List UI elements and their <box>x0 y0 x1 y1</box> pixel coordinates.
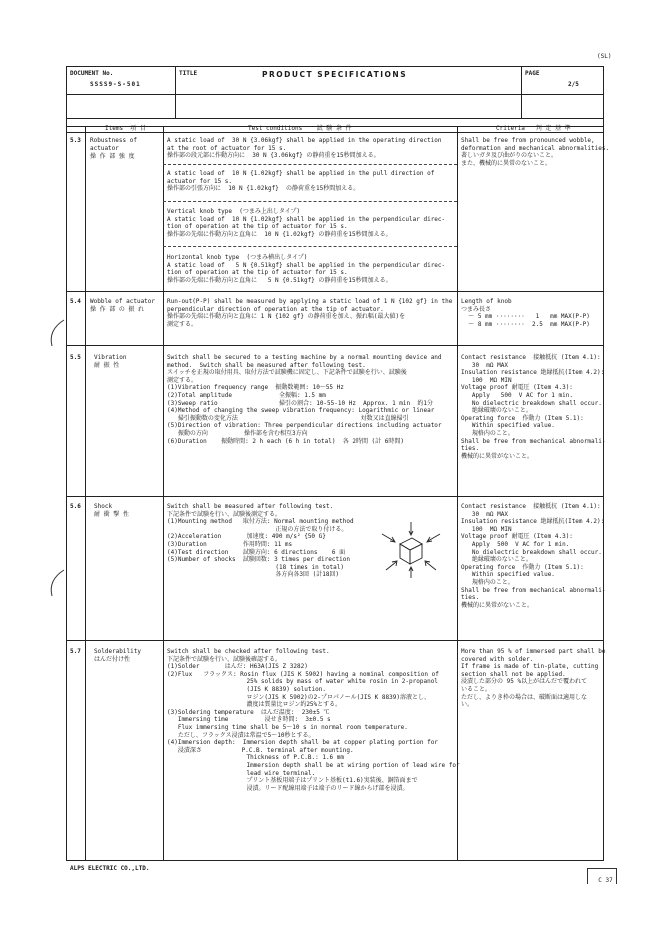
punch-hole-mark <box>46 318 66 348</box>
test-condition-block: A static load of 30 N {3.06kgf} shall be applied in the operating direction at the root of actuator for 15 s. 操作部の段元部に作動方向に 30 N {3.06kgf} の静荷重を15秒間加える。 <box>167 137 442 160</box>
document-mark-text: C 37 <box>598 876 613 884</box>
criteria-text: Length of knob つまみ長さ ～ 5 mm ········ 1 mm MAX(P-P) ～ 8 mm ········ 2.5 mm MAX(P-P) <box>461 298 590 328</box>
item-name-en: Vibration <box>94 354 127 361</box>
corner-mark: (SL) <box>597 53 612 60</box>
criteria-text: Shall be free from pronounced wobble, deformation and mechanical abnormalities. 著しいガタ及び曲がりのないこと。 また、機械的に異常のないこと。 <box>461 137 610 167</box>
criteria-text: More than 95 % of immersed part shall be covered with solder. If frame is made of tin-plate, cutting section shall not be applied. 浸漬した部分の 95 %以上がはんだで覆われて いること。 ただし、よりき枠の場合は、破断面は適用しな い。 <box>461 648 606 709</box>
test-condition-block: Horizontal knob type (つまみ横出しタイプ) A static load of 5 N {0.51kgf} shall be applied in the perpendicular direc- tion of operation at the tip of actuator for 15 s. 操作部の先端に作動方向と直角に 5 N {0.51kgf} の静荷重を15秒間加える。 <box>167 254 446 284</box>
criteria-text: Contact resistance 接触抵抗 (Item 4.1): 30 mΩ MAX Insulation resistance 絶縁抵抗(Item 4.2): 100 MΩ MIN Voltage proof 耐電圧 (Item 4.3): Apply 500 V AC for 1 min. No dielectric breakdown shall occur. 絶縁破壊のないこと。 Operating force 作動力 (Item 5.1): Within specified value. 規格内のこと。 Shall be free from mechanical abnormali- ties. 機械的に異常がないこと。 <box>461 354 606 460</box>
column-criteria: Criteria 判 定 基 準 <box>496 125 571 132</box>
row-number: 5.6 <box>70 503 81 510</box>
title-label: TITLE <box>179 70 198 77</box>
test-condition-block: Run-out(P-P) shall be measured by applying a static load of 1 N {102 gf} in the perpendicular direction of operation at the tip of actuator. 操作部の先端に作動方向と直角に 1 N {102 gf} の静荷重を加え、振れ幅(最大値)を 測定する。 <box>167 298 453 328</box>
item-name-en: Solderability <box>94 648 141 655</box>
column-items: Items 項 目 <box>105 125 146 132</box>
item-name-jp: 耐 衝 撃 性 <box>94 511 129 518</box>
row-number: 5.3 <box>70 137 81 144</box>
item-name-jp: 耐 振 性 <box>94 362 120 369</box>
punch-hole-mark <box>46 568 66 598</box>
test-condition-block: Switch shall be secured to a testing machine by a normal mounting device and method. Switch shall be measured after following test. スイッチを正規の取付用具、取付方法で試験機に固定し、下記条件で試験を行い、試験後 測定する。 (1)Vibration frequency range 振動数範囲: 10～55 Hz (2)Total amplitude 全振幅: 1.5 mm (3)Sweep ratio 掃引の割合: 10-55-10 Hz Approx. 1 min 約1分 (4)Method of changing the sweep vibration frequency: Logarithmic or linear 掃引振動数の変化方法 対数又は直線掃引 (5)Direction of vibration: Three perpendicular directions including actuator 振動の方向 操作部を含む相互3方向 (6)Duration 振動時間: 2 h each (6 h in total) 各 2時間 (計 6時間) <box>167 354 442 445</box>
test-condition-block: Vertical knob type (つまみ上出しタイプ) A static load of 10 N {1.02kgf} shall be applied in the perpendicular direc- tion of operation at the tip of actuator for 15 s. 操作部の先端に作動方向と直角に 10 N {1.02kgf} の静荷重を15秒間加える。 <box>167 208 446 238</box>
row-number: 5.5 <box>70 354 81 361</box>
item-name-jp: 操 作 部 の 振 れ <box>90 306 145 313</box>
company-name: ALPS ELECTRIC CO.,LTD. <box>70 865 150 872</box>
page-title: PRODUCT SPECIFICATIONS <box>262 70 408 79</box>
test-condition-block: A static load of 10 N {1.02kgf} shall be applied in the pull direction of actuator for 15 s. 操作部の引張方向に 10 N {1.02kgf} の静荷重を15秒間加える。 <box>167 170 435 193</box>
item-name-jp: 操 作 部 強 度 <box>90 153 135 160</box>
document-number-label: DOCUMENT No. <box>70 70 114 77</box>
item-name-en: Wobble of actuator <box>90 298 156 305</box>
shock-direction-diagram <box>378 520 442 580</box>
row-number: 5.7 <box>70 648 81 655</box>
column-test-conditions: Test conditions 試 験 条 件 <box>248 125 352 132</box>
page-number: 2/5 <box>568 81 579 88</box>
test-condition-block: Switch shall be measured after following test. 下記条件で試験を行い、試験後測定する。 (1)Mounting method 取付方法: Normal mounting method 正規の方法で取り付ける。 (2)Acceleration 加速度: 490 m/s² {50 G} (3)Duration 作用時間: 11 ms (4)Test direction 試験方向: 6 directions 6 面 (5)Number of shocks 試験回数: 3 times per direction (18 times in total) 各方向各3回 (計18回) <box>167 503 354 579</box>
criteria-text: Contact resistance 接触抵抗 (Item 4.1): 30 mΩ MAX Insulation resistance 絶縁抵抗(Item 4.2): 100 MΩ MIN Voltage proof 耐電圧 (Item 4.3): Apply 500 V AC for 1 min. No dielectric breakdown shall occur. 絶縁破壊のないこと。 Operating force 作動力 (Item 5.1): Within specified value. 規格内のこと。 Shall be free from mechanical abnormali- ties. 機械的に異常がないこと。 <box>461 503 606 609</box>
item-name-en: Robustness of actuator <box>90 137 137 152</box>
test-condition-block: Switch shall be checked after following test. 下記条件で試験を行い、試験後確認する。 (1)Solder はんだ: H63A(JIS Z 3282) (2)Flux フラックス: Rosin flux (JIS K 5902) having a nominal composition of 25% solids by mass of water white rosin in 2-propanol (JIS K 8839) solution. ロジン(JIS K 5902)の2-プロパノール(JIS K 8839)溶液とし、 濃度は質量比ロジン約25%とする。 (3)Soldering temperature はんだ温度: 230±5 ℃ Immersing time 浸せき時間: 3±0.5 s Flux immersing time shall be 5～10 s in normal room temperature. ただし、フラックス浸漬は常温で5～10秒とする。 (4)Immersion depth: Immersion depth shall be at copper plating portion for 浸漬深さ P.C.B. terminal after mounting. Thickness of P.C.B.: 1.6 mm Immersion depth shall be at wiring portion of lead wire for lead wire terminal. プリント基板用端子はプリント基板(t1.6)実装後、銅箔面まで 浸漬。リード配線用端子は端子のリード線からげ部を浸漬。 <box>167 648 460 792</box>
item-name-jp: はんだ付け性 <box>94 656 131 663</box>
page-label: PAGE <box>525 70 540 77</box>
row-number: 5.4 <box>70 298 81 305</box>
document-mark <box>587 868 617 884</box>
item-name-en: Shock <box>94 503 113 510</box>
document-number: SSSS9-S-501 <box>90 81 141 88</box>
